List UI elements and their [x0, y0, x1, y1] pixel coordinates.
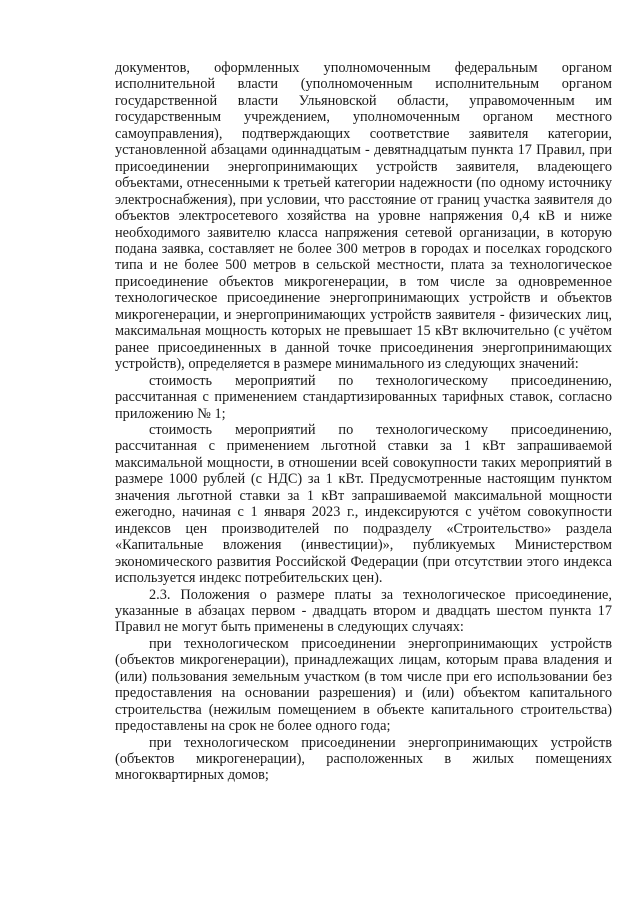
paragraph-case-apartment-buildings: при технологическом присоединении энергопринимающих устройств (объектов микрогенерации), расположенных в жилых помещениях многоквартирных домов;: [115, 734, 612, 784]
paragraph-continuation: документов, оформленных уполномоченным федеральным органом исполнительной власти (уполномоченным исполнительным органом государственной власти Ульяновской области, управомоченным им государственным учреждением, уполномоченным органом местного самоуправления), подтверждающих соответствие заявителя категории, установленной абзацами одиннадцатым - девятнадцатым пункта 17 Правил, при присоединении энергопринимающих устройств заявителя, владеющего объектами, отнесенными к третьей категории надежности (по одному источнику электроснабжения), при условии, что расстояние от границ участка заявителя до объектов электросетевого хозяйства на уровне напряжения 0,4 кВ и ниже необходимого заявителю класса напряжения сетевой организации, в которую подана заявка, составляет не более 300 метров в городах и поселках городского типа и не более 500 метров в сельской местности, плата за технологическое присоединение объектов микрогенерации, в том числе за одновременное технологическое присоединение энергопринимающих устройств и объектов микрогенерации, и энергопринимающих устройств заявителя - физических лиц, максимальная мощность которых не превышает 15 кВт включительно (с учётом ранее присоединенных в данной точке присоединения энергопринимающих устройств), определяется в размере минимального из следующих значений:: [115, 60, 612, 373]
paragraph-section-2-3: 2.3. Положения о размере платы за технологическое присоединение, указанные в абзацах первом - двадцать втором и двадцать шестом пункта 17 Правил не могут быть применены в следующих случаях:: [115, 586, 612, 636]
paragraph-standard-rates: стоимость мероприятий по технологическому присоединению, рассчитанная с применением стандартизированных тарифных ставок, согласно приложению № 1;: [115, 372, 612, 422]
document-body: [115, 60, 612, 784]
paragraph-preferential-rate: стоимость мероприятий по технологическому присоединению, рассчитанная с применением льготной ставки за 1 кВт запрашиваемой максимальной мощности, в отношении всей совокупности таких мероприятий в размере 1000 рублей (с НДС) за 1 кВт. Предусмотренные настоящим пунктом значения льготной ставки за 1 кВт запрашиваемой максимальной мощности ежегодно, начиная с 1 января 2023 г., индексируются с учётом совокупности индексов цен производителей по подразделу «Строительство» раздела «Капитальные вложения (инвестиции)», публикуемых Министерством экономического развития Российской Федерации (при отсутствии этого индекса используется индекс потребительских цен).: [115, 421, 612, 587]
paragraph-case-short-term-rights: при технологическом присоединении энергопринимающих устройств (объектов микрогенерации), принадлежащих лицам, которым права владения и (или) пользования земельным участком (в том числе при его использовании без предоставления на основании разрешения) и (или) объектом капитального строительства (нежилым помещением в объекте капитального строительства) предоставлены на срок не более одного года;: [115, 635, 612, 735]
